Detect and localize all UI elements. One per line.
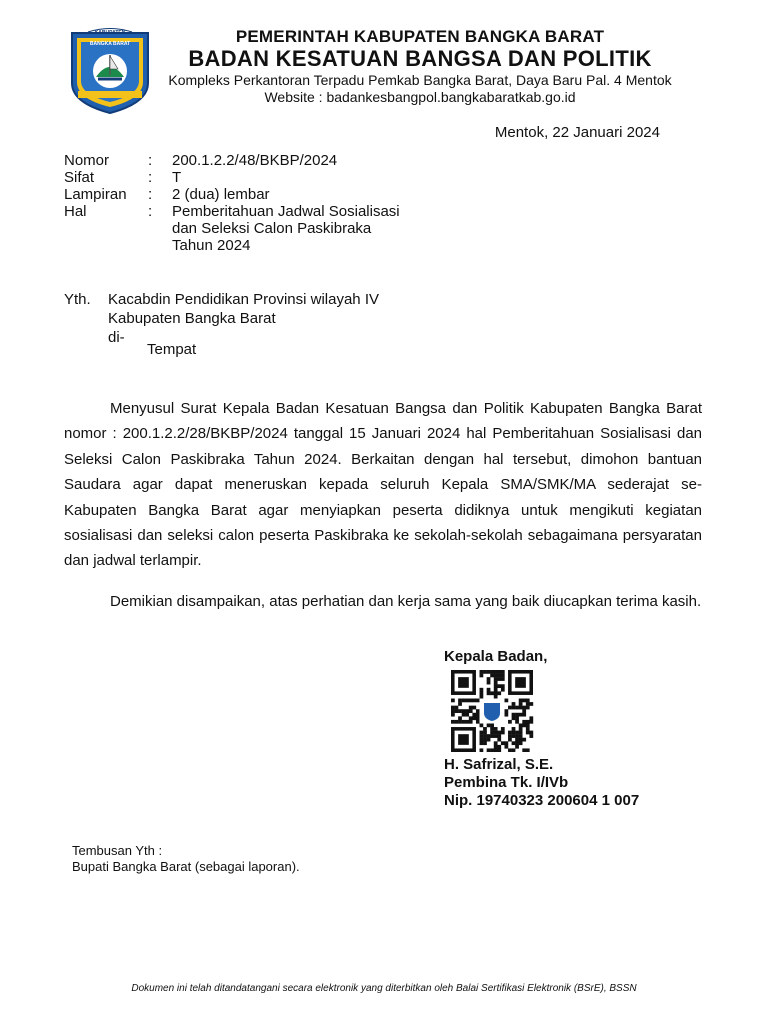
- qr-code-icon: [446, 670, 538, 752]
- meta-key: Hal: [64, 203, 87, 220]
- signatory-details: [444, 756, 639, 810]
- meta-key: [64, 220, 148, 237]
- recipient-line: Kabupaten Bangka Barat: [108, 310, 276, 327]
- meta-value: Pemberitahuan Jadwal Sosialisasi: [172, 203, 400, 220]
- agency-title: BADAN KESATUAN BANGSA DAN POLITIK: [188, 46, 652, 71]
- government-title: PEMERINTAH KABUPATEN BANGKA BARAT: [235, 27, 605, 46]
- logo-caption-band: BANGKA BARAT: [89, 41, 131, 47]
- regency-logo: [66, 27, 154, 115]
- cc-title: Tembusan Yth :: [72, 843, 163, 858]
- letter-meta: [64, 152, 472, 254]
- meta-value: T: [172, 169, 182, 186]
- qr-code-signature: [446, 670, 538, 752]
- meta-key: Lampiran: [64, 186, 127, 203]
- meta-row-nomor: [64, 152, 472, 169]
- meta-row-hal-cont: [64, 237, 472, 254]
- agency-address: Kompleks Perkantoran Terpadu Pemkab Bangka Barat, Daya Baru Pal. 4 Mentok: [168, 72, 672, 88]
- meta-value: dan Seleksi Calon Paskibraka: [172, 220, 372, 237]
- closing-paragraph: Demikian disampaikan, atas perhatian dan kerja sama yang baik diucapkan terima kasih.: [110, 593, 702, 610]
- meta-colon: :: [148, 169, 153, 186]
- meta-colon: [148, 220, 172, 237]
- cc-item: Bupati Bangka Barat (sebagai laporan).: [72, 859, 300, 874]
- signatory-title: Kepala Badan,: [444, 648, 548, 665]
- meta-colon: :: [148, 203, 153, 220]
- meta-row-sifat: [64, 169, 472, 186]
- e-signature-note: Dokumen ini telah ditandatangani secara elektronik yang diterbitkan oleh Balai Sertifikasi Elektronik (BSrE), BSSN: [131, 983, 637, 994]
- carbon-copy: [72, 843, 300, 875]
- recipient-place: Tempat: [147, 341, 197, 358]
- place-date: Mentok, 22 Januari 2024: [494, 124, 660, 141]
- meta-row-hal-cont: [64, 220, 472, 237]
- recipient-line: Kacabdin Pendidikan Provinsi wilayah IV: [108, 291, 379, 308]
- meta-key: [64, 237, 148, 254]
- recipient-address: [108, 290, 379, 347]
- signatory-name: H. Safrizal, S.E.: [444, 756, 554, 773]
- meta-colon: :: [148, 152, 153, 169]
- signatory-nip: Nip. 19740323 200604 1 007: [444, 792, 640, 809]
- logo-caption-top: KABUPATEN: [94, 30, 126, 36]
- meta-value: 2 (dua) lembar: [172, 186, 270, 203]
- meta-value: Tahun 2024: [172, 237, 251, 254]
- body-paragraph: Menyusul Surat Kepala Badan Kesatuan Bangsa dan Politik Kabupaten Bangka Barat nomor : 200.1.2.2/28/BKBP/2024 tanggal 15 Januari 2024 hal Pemberitahuan Sosialisasi dan Seleksi Calon Paskibraka Tahun 2024. Berkaitan dengan hal tersebut, dimohon bantuan Saudara agar dapat meneruskan kepada seluruh Kepala SMA/SMK/MA sederajat se-Kabupaten Bangka Barat agar menyiapkan peserta didiknya untuk mengikuti kegiatan sosialisasi dan seleksi calon peserta Paskibraka ke sekolah-sekolah sebagaimana persyaratan dan jadwal terlampir.: [64, 400, 702, 570]
- meta-key: Nomor: [64, 152, 110, 169]
- meta-key: Sifat: [64, 169, 95, 186]
- recipient-label: Yth.: [64, 291, 91, 308]
- signatory-rank: Pembina Tk. I/IVb: [444, 774, 569, 791]
- recipient-line: di-: [108, 329, 125, 346]
- meta-row-lampiran: [64, 186, 472, 203]
- meta-value: 200.1.2.2/48/BKBP/2024: [172, 152, 338, 169]
- meta-colon: [148, 237, 172, 254]
- meta-row-hal: [64, 203, 472, 220]
- agency-website[interactable]: Website : badankesbangpol.bangkabaratkab.go.id: [264, 89, 576, 105]
- meta-colon: :: [148, 186, 153, 203]
